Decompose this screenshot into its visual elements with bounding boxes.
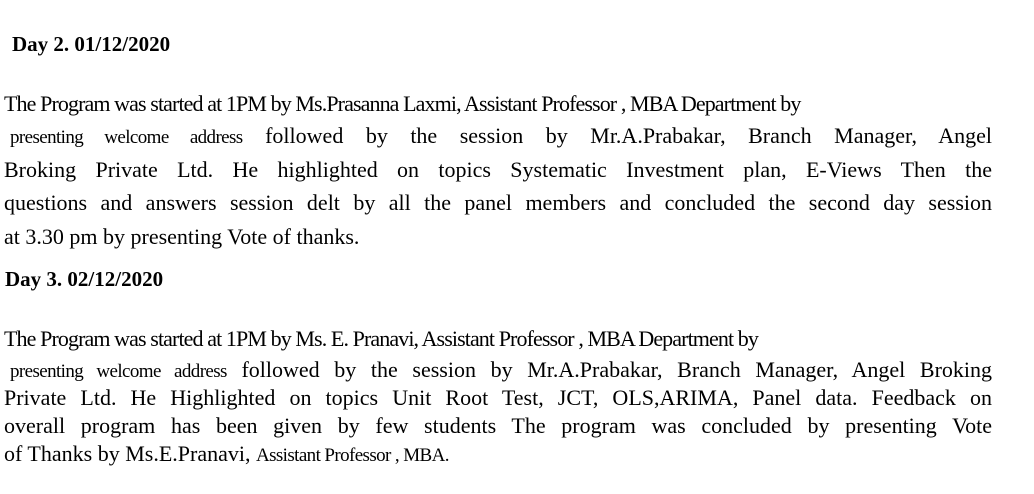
day2-line-1: The Program was started at 1PM by Ms.Prasanna Laxmi, Assistant Professor , MBA Department by	[4, 91, 801, 116]
day3-line-5-start: of Thanks by Ms.E.Pranavi,	[4, 441, 251, 466]
day3-line-2-start: presenting welcome address	[10, 361, 227, 382]
day2-line-3: Broking Private Ltd. He highlighted on topics Systematic Investment plan, E-Views Then the	[4, 157, 992, 182]
day2-line-5: at 3.30 pm by presenting Vote of thanks.	[4, 224, 360, 249]
day3-line-4: overall program has been given by few students The program was concluded by presenting Vote	[4, 413, 992, 438]
day3-line-5	[4, 441, 992, 469]
day3-line-2	[4, 357, 992, 385]
day2-heading: Day 2. 01/12/2020	[12, 32, 171, 56]
day3-heading: Day 3. 02/12/2020	[5, 267, 164, 291]
day2-line-2-start: presenting welcome address	[10, 127, 243, 148]
day2-line-2-rest: followed by the session by Mr.A.Prabakar, Branch Manager, Angel	[265, 123, 992, 148]
day2-line-4: questions and answers session delt by all the panel members and concluded the second day session	[4, 190, 992, 215]
day3-line-2-rest: followed by the session by Mr.A.Prabakar, Branch Manager, Angel Broking	[241, 357, 993, 382]
day2-line-2	[4, 123, 992, 151]
day3-line-1: The Program was started at 1PM by Ms. E. Pranavi, Assistant Professor , MBA Department by	[4, 326, 758, 351]
day3-line-3: Private Ltd. He Highlighted on topics Unit Root Test, JCT, OLS,ARIMA, Panel data. Feedback on	[4, 385, 992, 410]
day3-line-5-end: Assistant Professor , MBA.	[255, 445, 449, 466]
